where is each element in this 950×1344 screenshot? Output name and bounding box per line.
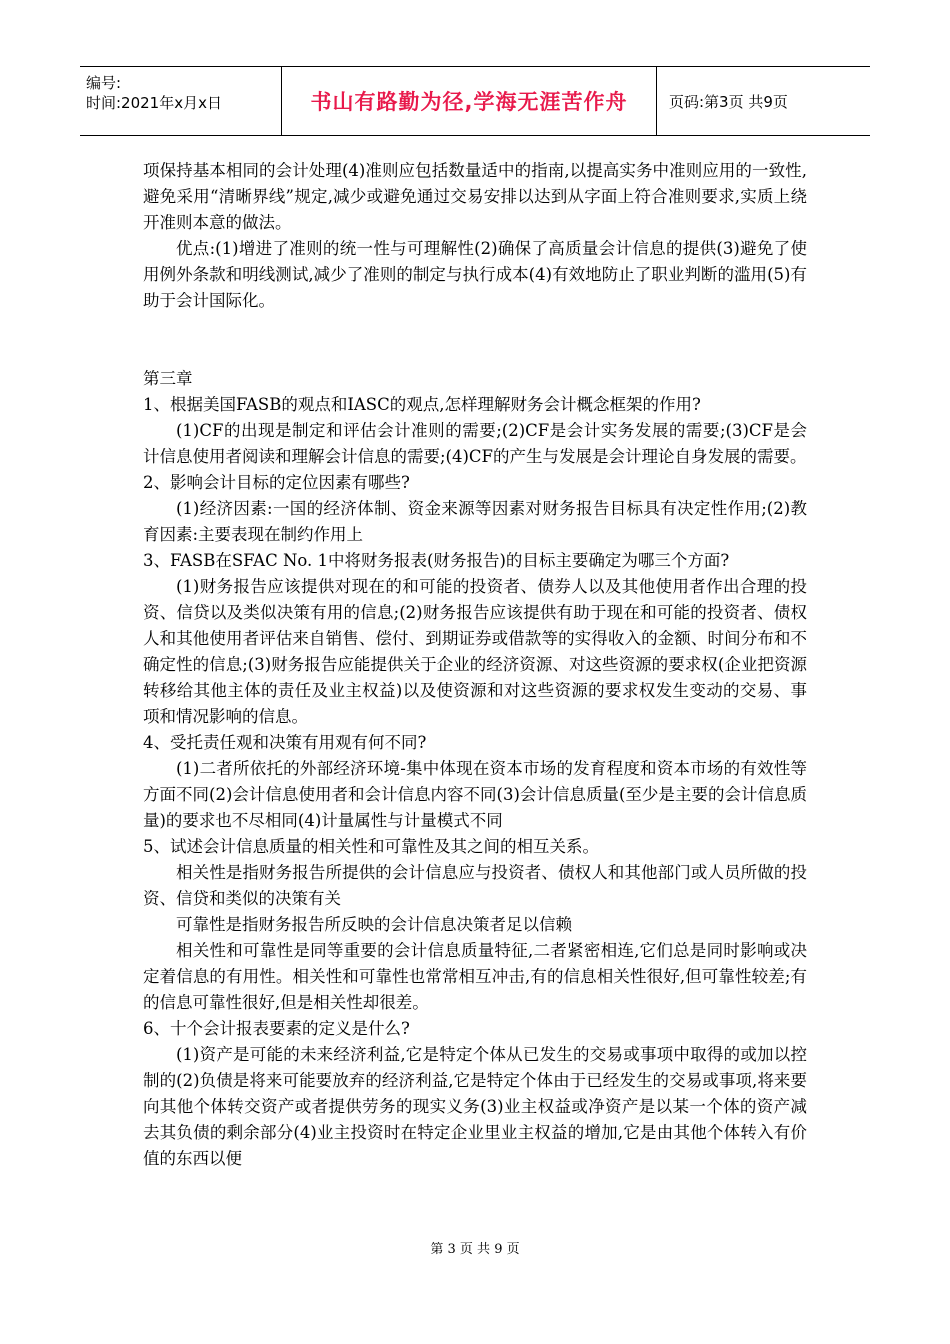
page-header — [80, 66, 870, 136]
answer-5-relationship: 相关性和可靠性是同等重要的会计信息质量特征,二者紧密相连,它们总是同时影响或决定着信息的有用性。相关性和可靠性也常常相互冲击,有的信息相关性很好,但可靠性较差;有的信息可靠性很好,但是相关性却很差。 — [143, 941, 807, 1012]
answer-3: (1)财务报告应该提供对现在的和可能的投资者、债券人以及其他使用者作出合理的投资、信贷以及类似决策有用的信息;(2)财务报告应该提供有助于现在和可能的投资者、债权人和其他使用者评估来自销售、偿付、到期证券或借款等的实得收入的金额、时间分布和不确定性的信息;(3)财务报告应能提供关于企业的经济资源、对这些资源的要求权(企业把资源转移给其他主体的责任及业主权益)以及使资源和对这些资源的要求权发生变动的交易、事项和情况影响的信息。 — [143, 577, 807, 726]
header-motto-cell — [282, 67, 657, 135]
chapter-heading: 第三章 — [143, 369, 193, 388]
question-5: 5、试述会计信息质量的相关性和可靠性及其之间的相互关系。 — [143, 837, 599, 856]
header-page-cell — [657, 67, 870, 135]
answer-6: (1)资产是可能的未来经济利益,它是特定个体从已发生的交易或事项中取得的或加以控制的(2)负债是将来可能要放弃的经济利益,它是特定个体由于已经发生的交易或事项,将来要向其他个体转交资产或者提供劳务的现实义务(3)业主权益或净资产是以某一个体的资产减去其负债的剩余部分(4)业主投资时在特定企业里业主权益的增加,它是由其他个体转入有价值的东西以便 — [143, 1045, 807, 1168]
document-body — [143, 158, 807, 1172]
answer-5-relevance: 相关性是指财务报告所提供的会计信息应与投资者、债权人和其他部门或人员所做的投资、信贷和类似的决策有关 — [143, 863, 807, 908]
question-1: 1、根据美国FASB的观点和IASC的观点,怎样理解财务会计概念框架的作用? — [143, 395, 701, 414]
page-label: 页码:第3页 共9页 — [669, 92, 788, 111]
question-6: 6、十个会计报表要素的定义是什么? — [143, 1019, 410, 1038]
section-gap — [143, 314, 807, 366]
answer-5-reliability: 可靠性是指财务报告所反映的会计信息决策者足以信赖 — [176, 915, 572, 934]
answer-1: (1)CF的出现是制定和评估会计准则的需要;(2)CF是会计实务发展的需要;(3)CF是会计信息使用者阅读和理解会计信息的需要;(4)CF的产生与发展是会计理论自身发展的需要。 — [143, 421, 807, 466]
header-meta — [80, 67, 282, 135]
answer-4: (1)二者所依托的外部经济环境-集中体现在资本市场的发育程度和资本市场的有效性等方面不同(2)会计信息使用者和会计信息内容不同(3)会计信息质量(至少是主要的会计信息质量)的要求也不尽相同(4)计量属性与计量模式不同 — [143, 759, 807, 830]
page-footer: 第 3 页 共 9 页 — [430, 1242, 520, 1257]
answer-2: (1)经济因素:一国的经济体制、资金来源等因素对财务报告目标具有决定性作用;(2)教育因素:主要表现在制约作用上 — [143, 499, 807, 544]
number-label: 编号: — [86, 74, 122, 92]
time-label: 时间:2021年x月x日 — [86, 94, 222, 112]
question-4: 4、受托责任观和决策有用观有何不同? — [143, 733, 427, 752]
paragraph-advantages: 优点:(1)增进了准则的统一性与可理解性(2)确保了高质量会计信息的提供(3)避免了使用例外条款和明线测试,减少了准则的制定与执行成本(4)有效地防止了职业判断的滥用(5)有助于会计国际化。 — [143, 239, 807, 310]
question-2: 2、影响会计目标的定位因素有哪些? — [143, 473, 410, 492]
question-3: 3、FASB在SFAC No. 1中将财务报表(财务报告)的目标主要确定为哪三个方面? — [143, 551, 730, 570]
motto-text: 书山有路勤为径,学海无涯苦作舟 — [310, 90, 628, 114]
paragraph-continuation: 项保持基本相同的会计处理(4)准则应包括数量适中的指南,以提高实务中准则应用的一致性,避免采用“清晰界线”规定,减少或避免通过交易安排以达到从字面上符合准则要求,实质上绕开准则本意的做法。 — [143, 161, 807, 232]
